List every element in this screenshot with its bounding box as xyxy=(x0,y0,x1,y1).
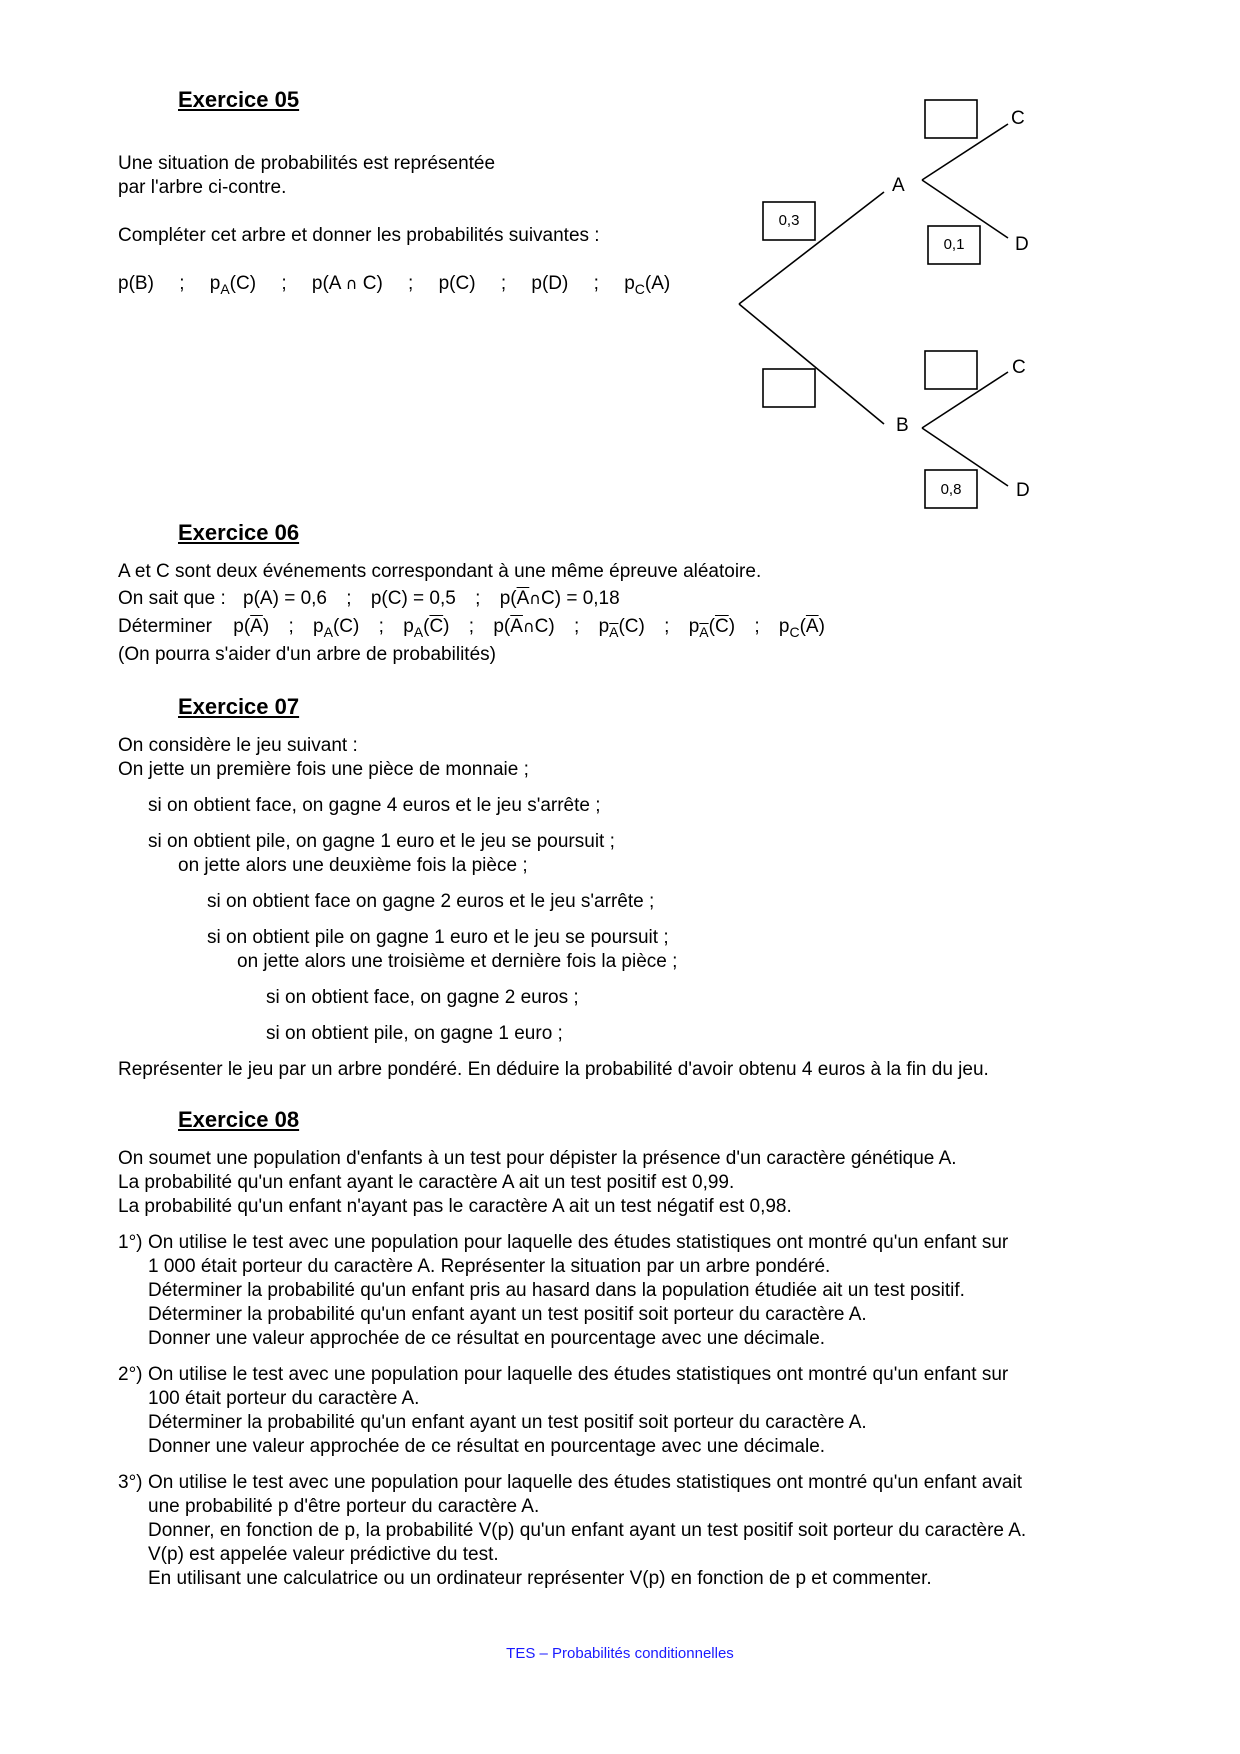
ex05-instruction: Compléter cet arbre et donner les probabilités suivantes : xyxy=(118,225,600,246)
ex06-line1: A et C sont deux événements correspondant à une même épreuve aléatoire. xyxy=(118,561,762,582)
branch-a-d xyxy=(922,180,1008,238)
ex07-line: si on obtient pile, on gagne 1 euro et le jeu se poursuit ; xyxy=(148,831,615,852)
ex08-q1-line: Déterminer la probabilité qu'un enfant pris au hasard dans la population étudiée ait un test positif. xyxy=(148,1280,965,1301)
ex08-q2-line: On utilise le test avec une population pour laquelle des études statistiques ont montré qu'un enfant sur xyxy=(148,1364,1009,1385)
tree-node-a: A xyxy=(892,175,905,196)
ex08-q3-line: V(p) est appelée valeur prédictive du test. xyxy=(148,1544,499,1565)
box-a-c-empty xyxy=(925,100,977,138)
ex08-intro-line: La probabilité qu'un enfant n'ayant pas le caractère A ait un test négatif est 0,98. xyxy=(118,1196,792,1217)
branch-root-a xyxy=(739,192,884,304)
branch-b-d xyxy=(922,428,1008,486)
probability-tree xyxy=(0,0,1240,520)
ex08-q2-line: Donner une valeur approchée de ce résultat en pourcentage avec une décimale. xyxy=(148,1436,826,1457)
ex07-line: on jette alors une deuxième fois la pièce ; xyxy=(178,855,528,876)
ex06-known-values: On sait que : p(A) = 0,6 ; p(C) = 0,5 ; $p(\overline{A}\cap C) = 0,18$ xyxy=(118,588,620,609)
ex08-q1-number: 1°) xyxy=(118,1232,143,1253)
ex08-q2-line: 100 était porteur du caractère A. xyxy=(148,1388,420,1409)
branch-a-c xyxy=(922,124,1008,180)
branch-root-b xyxy=(739,304,884,424)
ex08-q1-line: Déterminer la probabilité qu'un enfant ayant un test positif soit porteur du caractère A. xyxy=(148,1304,867,1325)
tree-node-b: B xyxy=(896,415,909,436)
tree-prob-b-d: 0,8 xyxy=(940,481,962,498)
ex07-conclusion: Représenter le jeu par un arbre pondéré. En déduire la probabilité d'avoir obtenu 4 euros à la fin du jeu. xyxy=(118,1059,989,1080)
ex06-title: Exercice 06 xyxy=(178,520,300,545)
tree-prob-root-a: 0,3 xyxy=(778,212,800,229)
tree-leaf-d1: D xyxy=(1015,234,1029,255)
tree-leaf-c2: C xyxy=(1012,357,1026,378)
box-root-b-empty xyxy=(763,369,815,407)
ex05-intro-line1: Une situation de probabilités est représentée xyxy=(118,153,496,174)
ex07-line: on jette alors une troisième et dernière fois la pièce ; xyxy=(237,951,678,972)
ex08-q1-line: On utilise le test avec une population pour laquelle des études statistiques ont montré qu'un enfant sur xyxy=(148,1232,1009,1253)
ex07-line: si on obtient face, on gagne 2 euros ; xyxy=(266,987,579,1008)
page-footer: TES – Probabilités conditionnelles xyxy=(506,1645,734,1662)
tree-leaf-d2: D xyxy=(1016,480,1030,501)
ex08-q3-line: une probabilité p d'être porteur du caractère A. xyxy=(148,1496,540,1517)
ex05-title: Exercice 05 xyxy=(178,87,300,112)
ex07-line: On jette un première fois une pièce de monnaie ; xyxy=(118,759,529,780)
ex08-q3-line: On utilise le test avec une population pour laquelle des études statistiques ont montré qu'un enfant avait xyxy=(148,1472,1022,1493)
ex07-title: Exercice 07 xyxy=(178,694,300,719)
branch-b-c xyxy=(922,372,1008,428)
tree-leaf-c1: C xyxy=(1011,108,1025,129)
ex08-intro-line: La probabilité qu'un enfant ayant le caractère A ait un test positif est 0,99. xyxy=(118,1172,735,1193)
ex08-q1-line: Donner une valeur approchée de ce résultat en pourcentage avec une décimale. xyxy=(148,1328,826,1349)
ex07-line: si on obtient pile on gagne 1 euro et le jeu se poursuit ; xyxy=(207,927,669,948)
ex08-q2-number: 2°) xyxy=(118,1364,143,1385)
ex08-q2-line: Déterminer la probabilité qu'un enfant ayant un test positif soit porteur du caractère A. xyxy=(148,1412,867,1433)
ex08-q1-line: 1 000 était porteur du caractère A. Représenter la situation par un arbre pondéré. xyxy=(148,1256,831,1277)
ex05-probabilities-list: p(B) ; $p_A(C)$ ; p(A ∩ C) ; p(C) ; p(D) ; $p_C(A)$ xyxy=(118,273,671,297)
tree-prob-a-d: 0,1 xyxy=(943,236,965,253)
ex06-determine-list: Déterminer $p(\overline{A})$ ; $p_A(C)$ ; $p_A(\overline{C})$ ; $p(\overline{A}\cap C)$ ; $p_{\overline{A}}(C)$ ; $p_{\overline{A}}(\overline{C})$ ; $p_C(\overline{A})$ xyxy=(118,616,825,640)
ex08-q3-number: 3°) xyxy=(118,1472,143,1493)
ex08-q3-line: En utilisant une calculatrice ou un ordinateur représenter V(p) en fonction de p et commenter. xyxy=(148,1568,932,1589)
ex07-line: si on obtient pile, on gagne 1 euro ; xyxy=(266,1023,563,1044)
ex07-line: si on obtient face on gagne 2 euros et le jeu s'arrête ; xyxy=(207,891,655,912)
ex07-line: On considère le jeu suivant : xyxy=(118,735,358,756)
ex08-title: Exercice 08 xyxy=(178,1107,300,1132)
box-b-c-empty xyxy=(925,351,977,389)
ex06-hint: (On pourra s'aider d'un arbre de probabilités) xyxy=(118,644,496,665)
ex08-intro-line: On soumet une population d'enfants à un test pour dépister la présence d'un caractère génétique A. xyxy=(118,1148,957,1169)
ex08-q3-line: Donner, en fonction de p, la probabilité V(p) qu'un enfant ayant un test positif soit porteur du caractère A. xyxy=(148,1520,1027,1541)
ex07-line: si on obtient face, on gagne 4 euros et le jeu s'arrête ; xyxy=(148,795,601,816)
ex05-intro-line2: par l'arbre ci-contre. xyxy=(118,177,287,198)
